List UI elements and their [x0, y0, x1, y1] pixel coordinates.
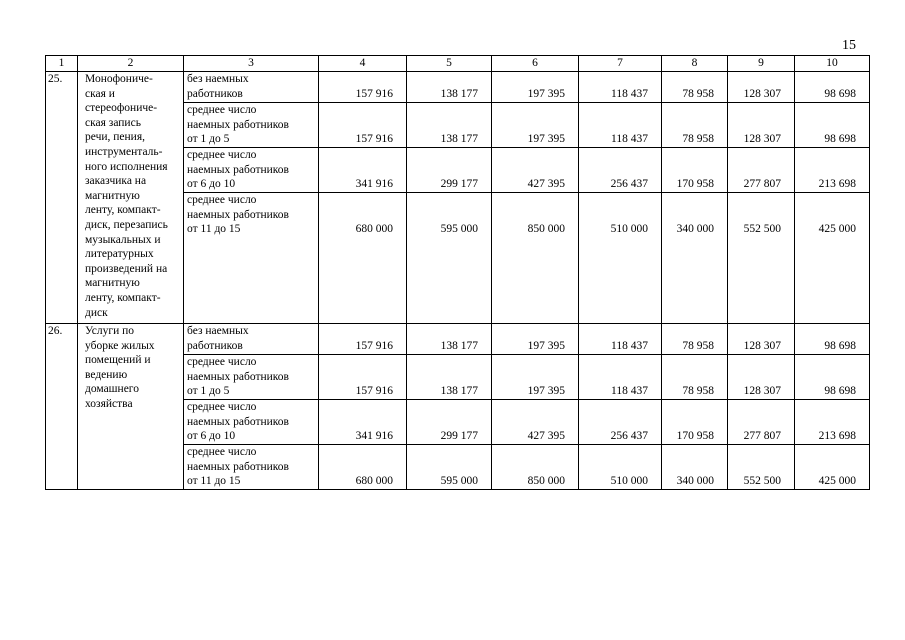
value-cell: 427 395	[492, 400, 579, 445]
label-line: без наемных	[187, 325, 249, 337]
header-cell: 4	[319, 56, 407, 72]
value-cell: 340 000	[662, 445, 728, 490]
tariff-table	[45, 55, 870, 490]
label-line: от 6 до 10	[187, 430, 236, 443]
label-line: без наемных	[187, 73, 249, 85]
value-cell: 425 000	[795, 193, 870, 324]
workforce-label	[184, 445, 319, 490]
value-cell: 197 395	[492, 355, 579, 400]
value-cell: 510 000	[579, 445, 662, 490]
name-line: ская и	[85, 87, 115, 100]
header-cell: 9	[728, 56, 795, 72]
name-line: домашнего	[85, 383, 139, 396]
value-cell: 552 500	[728, 193, 795, 324]
value-cell: 157 916	[319, 72, 407, 103]
label-line: среднее число	[187, 104, 257, 116]
value-cell: 78 958	[662, 103, 728, 148]
table-row	[46, 72, 870, 103]
value-cell: 197 395	[492, 72, 579, 103]
name-line: диск	[85, 306, 108, 319]
row-number: 25.	[46, 72, 78, 324]
label-line: работников	[187, 339, 243, 352]
value-cell: 170 958	[662, 400, 728, 445]
page-number: 15	[842, 38, 856, 53]
name-line: ленту, компакт-	[85, 291, 161, 304]
value-cell: 256 437	[579, 148, 662, 193]
value-cell: 425 000	[795, 445, 870, 490]
header-cell: 3	[184, 56, 319, 72]
value-cell: 138 177	[407, 324, 492, 355]
value-cell: 595 000	[407, 193, 492, 324]
workforce-label	[184, 324, 319, 355]
name-line: инструменталь-	[85, 145, 163, 158]
value-cell: 341 916	[319, 148, 407, 193]
value-cell: 138 177	[407, 355, 492, 400]
name-line: ская запись	[85, 116, 141, 129]
service-name	[78, 72, 184, 324]
name-line: хозяйства	[85, 397, 133, 410]
workforce-label	[184, 400, 319, 445]
header-cell: 10	[795, 56, 870, 72]
name-line: ленту, компакт-	[85, 204, 161, 217]
value-cell: 197 395	[492, 324, 579, 355]
value-cell: 78 958	[662, 72, 728, 103]
label-line: от 11 до 15	[187, 475, 241, 488]
label-line: среднее число	[187, 446, 257, 458]
value-cell: 680 000	[319, 193, 407, 324]
workforce-label	[184, 103, 319, 148]
label-line: среднее число	[187, 356, 257, 368]
name-line: заказчика на	[85, 175, 147, 188]
workforce-label	[184, 72, 319, 103]
value-cell: 850 000	[492, 445, 579, 490]
value-cell: 118 437	[579, 103, 662, 148]
value-cell: 850 000	[492, 193, 579, 324]
value-cell: 197 395	[492, 103, 579, 148]
label-line: наемных работников	[187, 460, 289, 473]
value-cell: 98 698	[795, 324, 870, 355]
value-cell: 552 500	[728, 445, 795, 490]
label-line: наемных работников	[187, 163, 289, 176]
value-cell: 128 307	[728, 324, 795, 355]
name-line: речи, пения,	[85, 131, 145, 144]
header-cell: 8	[662, 56, 728, 72]
workforce-label	[184, 148, 319, 193]
value-cell: 256 437	[579, 400, 662, 445]
label-line: наемных работников	[187, 370, 289, 383]
label-line: среднее число	[187, 401, 257, 413]
value-cell: 78 958	[662, 324, 728, 355]
name-line: магнитную	[85, 189, 140, 202]
value-cell: 277 807	[728, 148, 795, 193]
value-cell: 157 916	[319, 103, 407, 148]
value-cell: 78 958	[662, 355, 728, 400]
label-line: среднее число	[187, 149, 257, 161]
value-cell: 118 437	[579, 72, 662, 103]
name-line: магнитную	[85, 277, 140, 290]
workforce-label	[184, 355, 319, 400]
label-line: наемных работников	[187, 118, 289, 131]
header-row	[46, 56, 870, 72]
value-cell: 138 177	[407, 72, 492, 103]
name-line: литературных	[85, 248, 154, 261]
label-line: работников	[187, 87, 243, 100]
value-cell: 118 437	[579, 324, 662, 355]
service-name	[78, 324, 184, 490]
value-cell: 157 916	[319, 355, 407, 400]
name-line: уборке жилых	[85, 339, 155, 352]
value-cell: 427 395	[492, 148, 579, 193]
label-line: от 11 до 15	[187, 223, 241, 236]
value-cell: 680 000	[319, 445, 407, 490]
value-cell: 98 698	[795, 72, 870, 103]
value-cell: 118 437	[579, 355, 662, 400]
value-cell: 128 307	[728, 103, 795, 148]
header-cell: 7	[579, 56, 662, 72]
table-row	[46, 324, 870, 355]
header-cell: 1	[46, 56, 78, 72]
workforce-label	[184, 193, 319, 324]
value-cell: 128 307	[728, 72, 795, 103]
label-line: наемных работников	[187, 208, 289, 221]
value-cell: 128 307	[728, 355, 795, 400]
row-number: 26.	[46, 324, 78, 490]
value-cell: 341 916	[319, 400, 407, 445]
name-line: помещений и	[85, 354, 151, 367]
value-cell: 595 000	[407, 445, 492, 490]
label-line: наемных работников	[187, 415, 289, 428]
value-cell: 98 698	[795, 355, 870, 400]
value-cell: 157 916	[319, 324, 407, 355]
value-cell: 213 698	[795, 400, 870, 445]
value-cell: 213 698	[795, 148, 870, 193]
header-cell: 2	[78, 56, 184, 72]
name-line: музыкальных и	[85, 233, 161, 246]
label-line: от 1 до 5	[187, 133, 230, 146]
name-line: ведению	[85, 368, 128, 381]
label-line: от 1 до 5	[187, 385, 230, 398]
label-line: от 6 до 10	[187, 178, 236, 191]
name-line: Монофониче-	[85, 73, 153, 85]
value-cell: 510 000	[579, 193, 662, 324]
value-cell: 277 807	[728, 400, 795, 445]
name-line: диск, перезапись	[85, 218, 168, 231]
header-cell: 6	[492, 56, 579, 72]
value-cell: 138 177	[407, 103, 492, 148]
value-cell: 299 177	[407, 148, 492, 193]
label-line: среднее число	[187, 194, 257, 206]
header-cell: 5	[407, 56, 492, 72]
name-line: произведений на	[85, 262, 168, 275]
name-line: стереофониче-	[85, 102, 158, 115]
value-cell: 340 000	[662, 193, 728, 324]
name-line: Услуги по	[85, 325, 135, 337]
value-cell: 170 958	[662, 148, 728, 193]
value-cell: 98 698	[795, 103, 870, 148]
name-line: ного исполнения	[85, 160, 168, 173]
value-cell: 299 177	[407, 400, 492, 445]
